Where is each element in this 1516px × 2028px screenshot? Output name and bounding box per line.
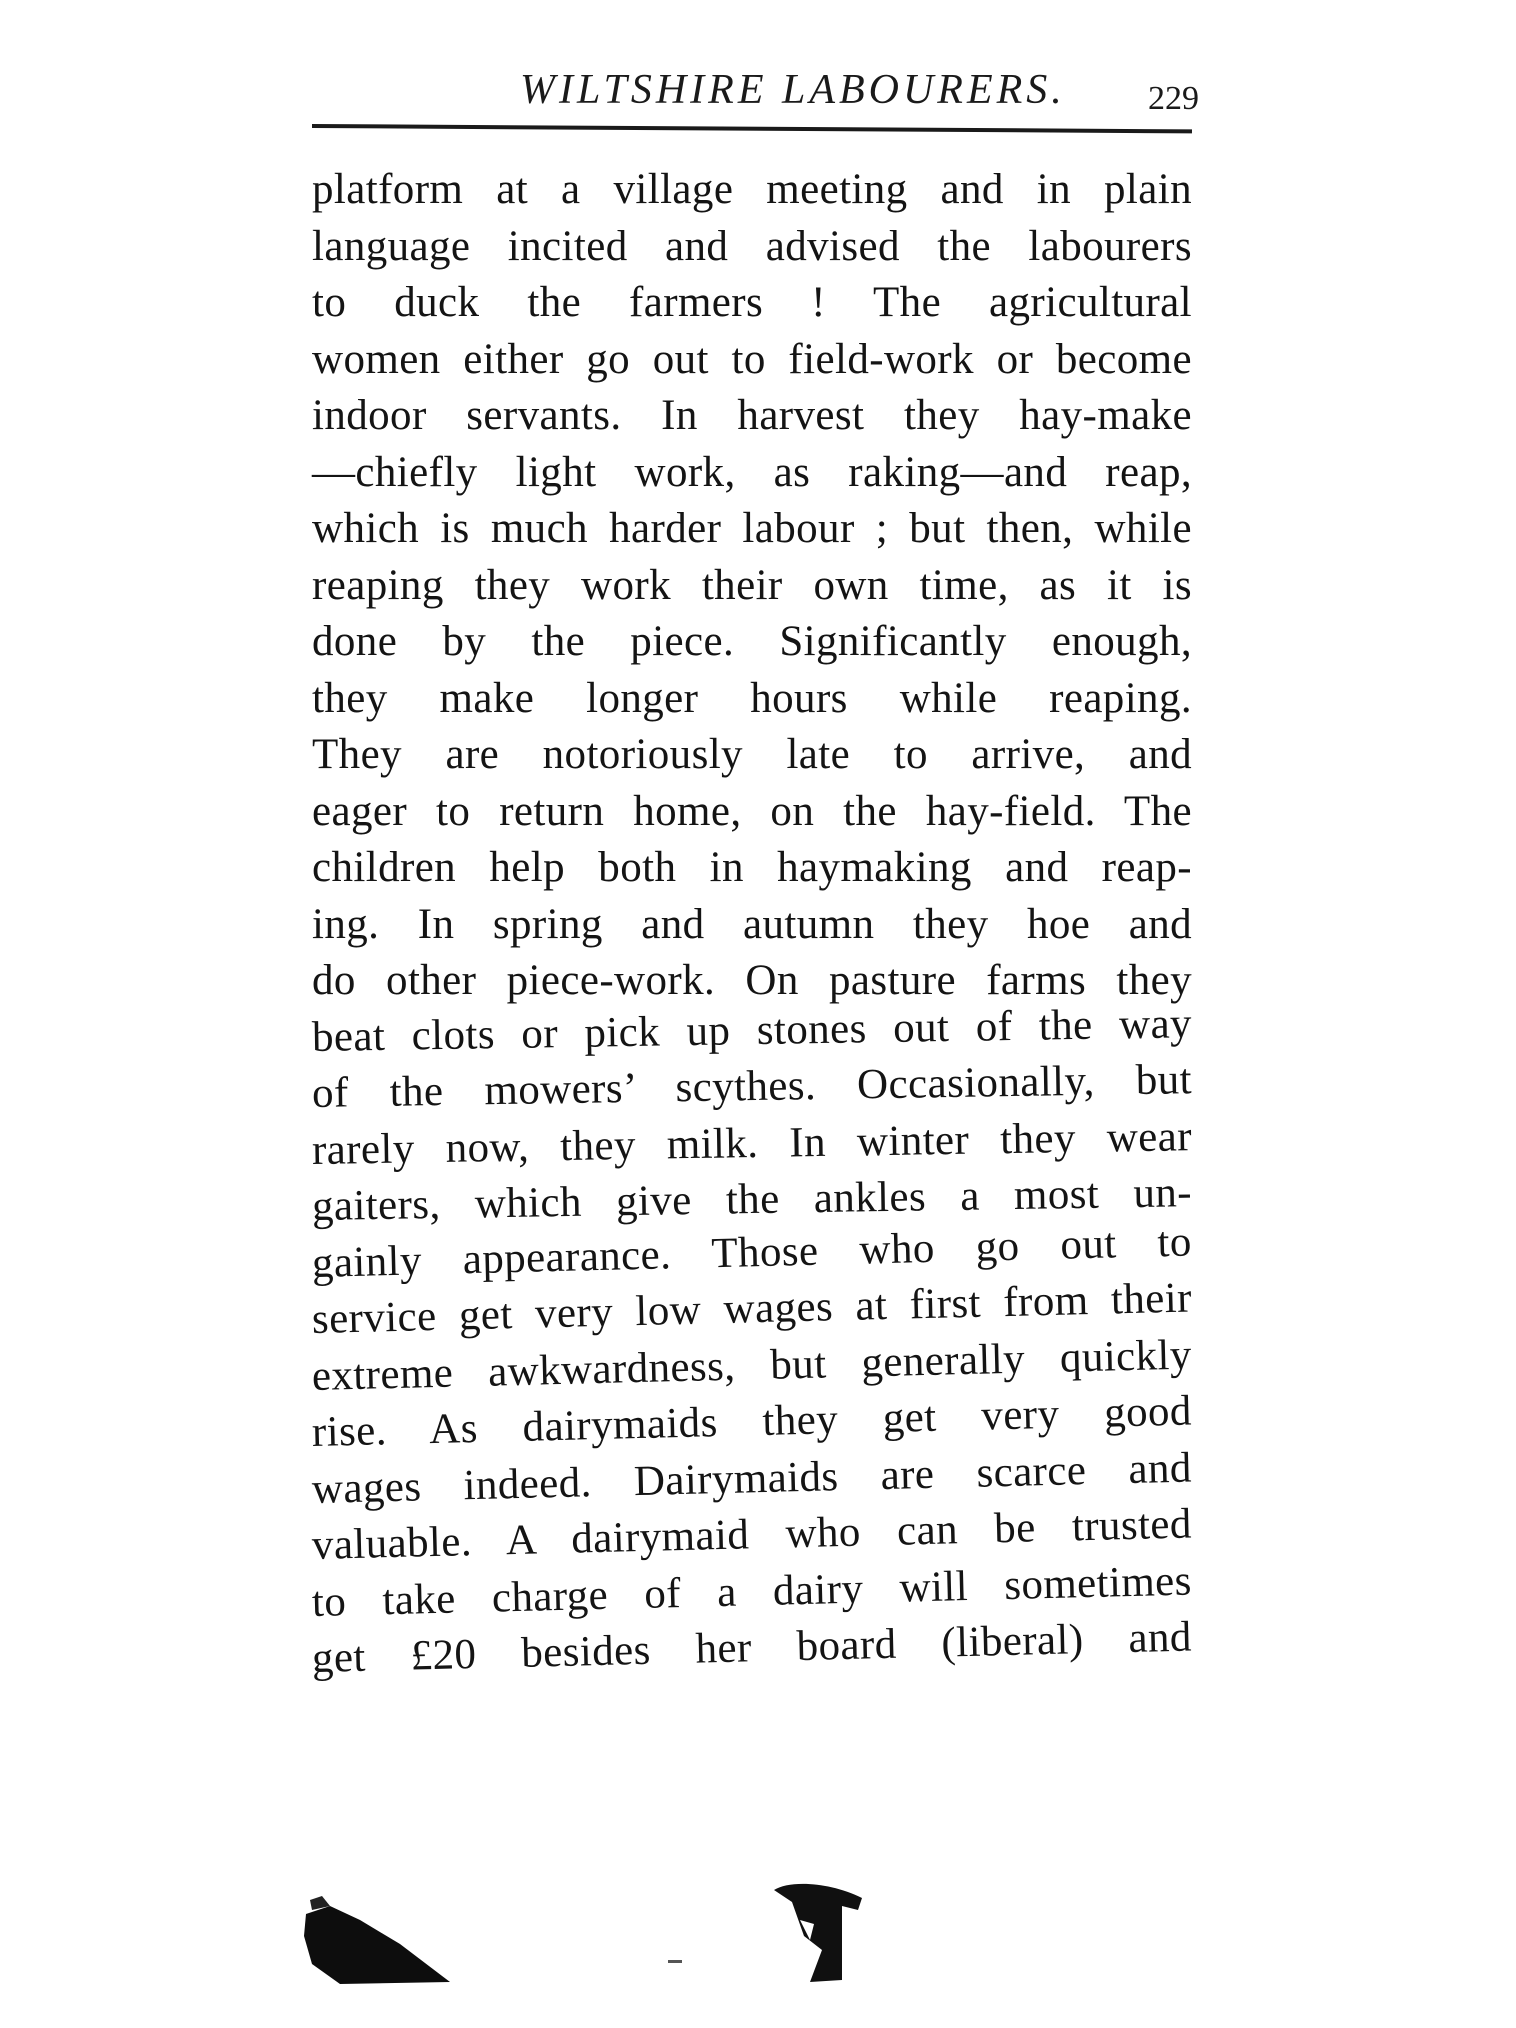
text-line: They are notoriously late to arrive, and xyxy=(312,731,1192,778)
scan-artifact-mark xyxy=(770,1880,870,1990)
text-line: to duck the farmers ! The agricultural xyxy=(312,279,1192,326)
text-line: reaping they work their own time, as it is xyxy=(312,561,1192,609)
text-line: valuable. A dairymaid who can be trusted xyxy=(311,1500,1193,1569)
text-line: service get very low wages at first from their xyxy=(311,1274,1193,1343)
text-line: gainly appearance. Those who go out to xyxy=(311,1218,1193,1287)
text-line: beat clots or pick up stones out of the way xyxy=(311,999,1193,1061)
text-line: —chiefly light work, as raking—and reap, xyxy=(312,448,1192,496)
text-line: children help both in haymaking and reap- xyxy=(312,844,1192,891)
scan-artifact-dash xyxy=(668,1960,682,1963)
text-line: which is much harder labour ; but then, while xyxy=(312,505,1192,552)
text-line: of the mowers’ scythes. Occasionally, but xyxy=(311,1056,1193,1117)
text-line: platform at a village meeting and in plain xyxy=(312,166,1192,213)
text-line: wages indeed. Dairymaids are scarce and xyxy=(311,1444,1193,1513)
text-line: they make longer hours while reaping. xyxy=(312,674,1192,722)
text-line: ing. In spring and autumn they hoe and xyxy=(312,900,1192,948)
text-line: done by the piece. Significantly enough, xyxy=(312,618,1192,665)
body-text xyxy=(312,162,1192,1688)
text-line: rarely now, they milk. In winter they wear xyxy=(311,1112,1193,1174)
text-line: extreme awkwardness, but generally quickly xyxy=(311,1331,1193,1400)
running-title: WILTSHIRE LABOURERS. xyxy=(520,67,1066,113)
text-line: to take charge of a dairy will sometimes xyxy=(311,1557,1193,1626)
text-line: indoor servants. In harvest they hay-make xyxy=(312,392,1192,439)
scan-artifact-wedge xyxy=(300,1880,460,1990)
text-line: get £20 besides her board (liberal) and xyxy=(311,1613,1193,1682)
text-line: rise. As dairymaids they get very good xyxy=(311,1387,1193,1456)
running-head xyxy=(310,52,1210,122)
text-line: do other piece-work. On pasture farms they xyxy=(312,957,1192,1004)
page-number: 229 xyxy=(1148,80,1199,117)
text-line: women either go out to field-work or become xyxy=(312,335,1192,383)
text-line: gaiters, which give the ankles a most un- xyxy=(311,1169,1193,1230)
header-rule xyxy=(312,124,1192,133)
text-line: language incited and advised the labourers xyxy=(312,222,1192,270)
text-line: eager to return home, on the hay-field. The xyxy=(312,787,1192,835)
